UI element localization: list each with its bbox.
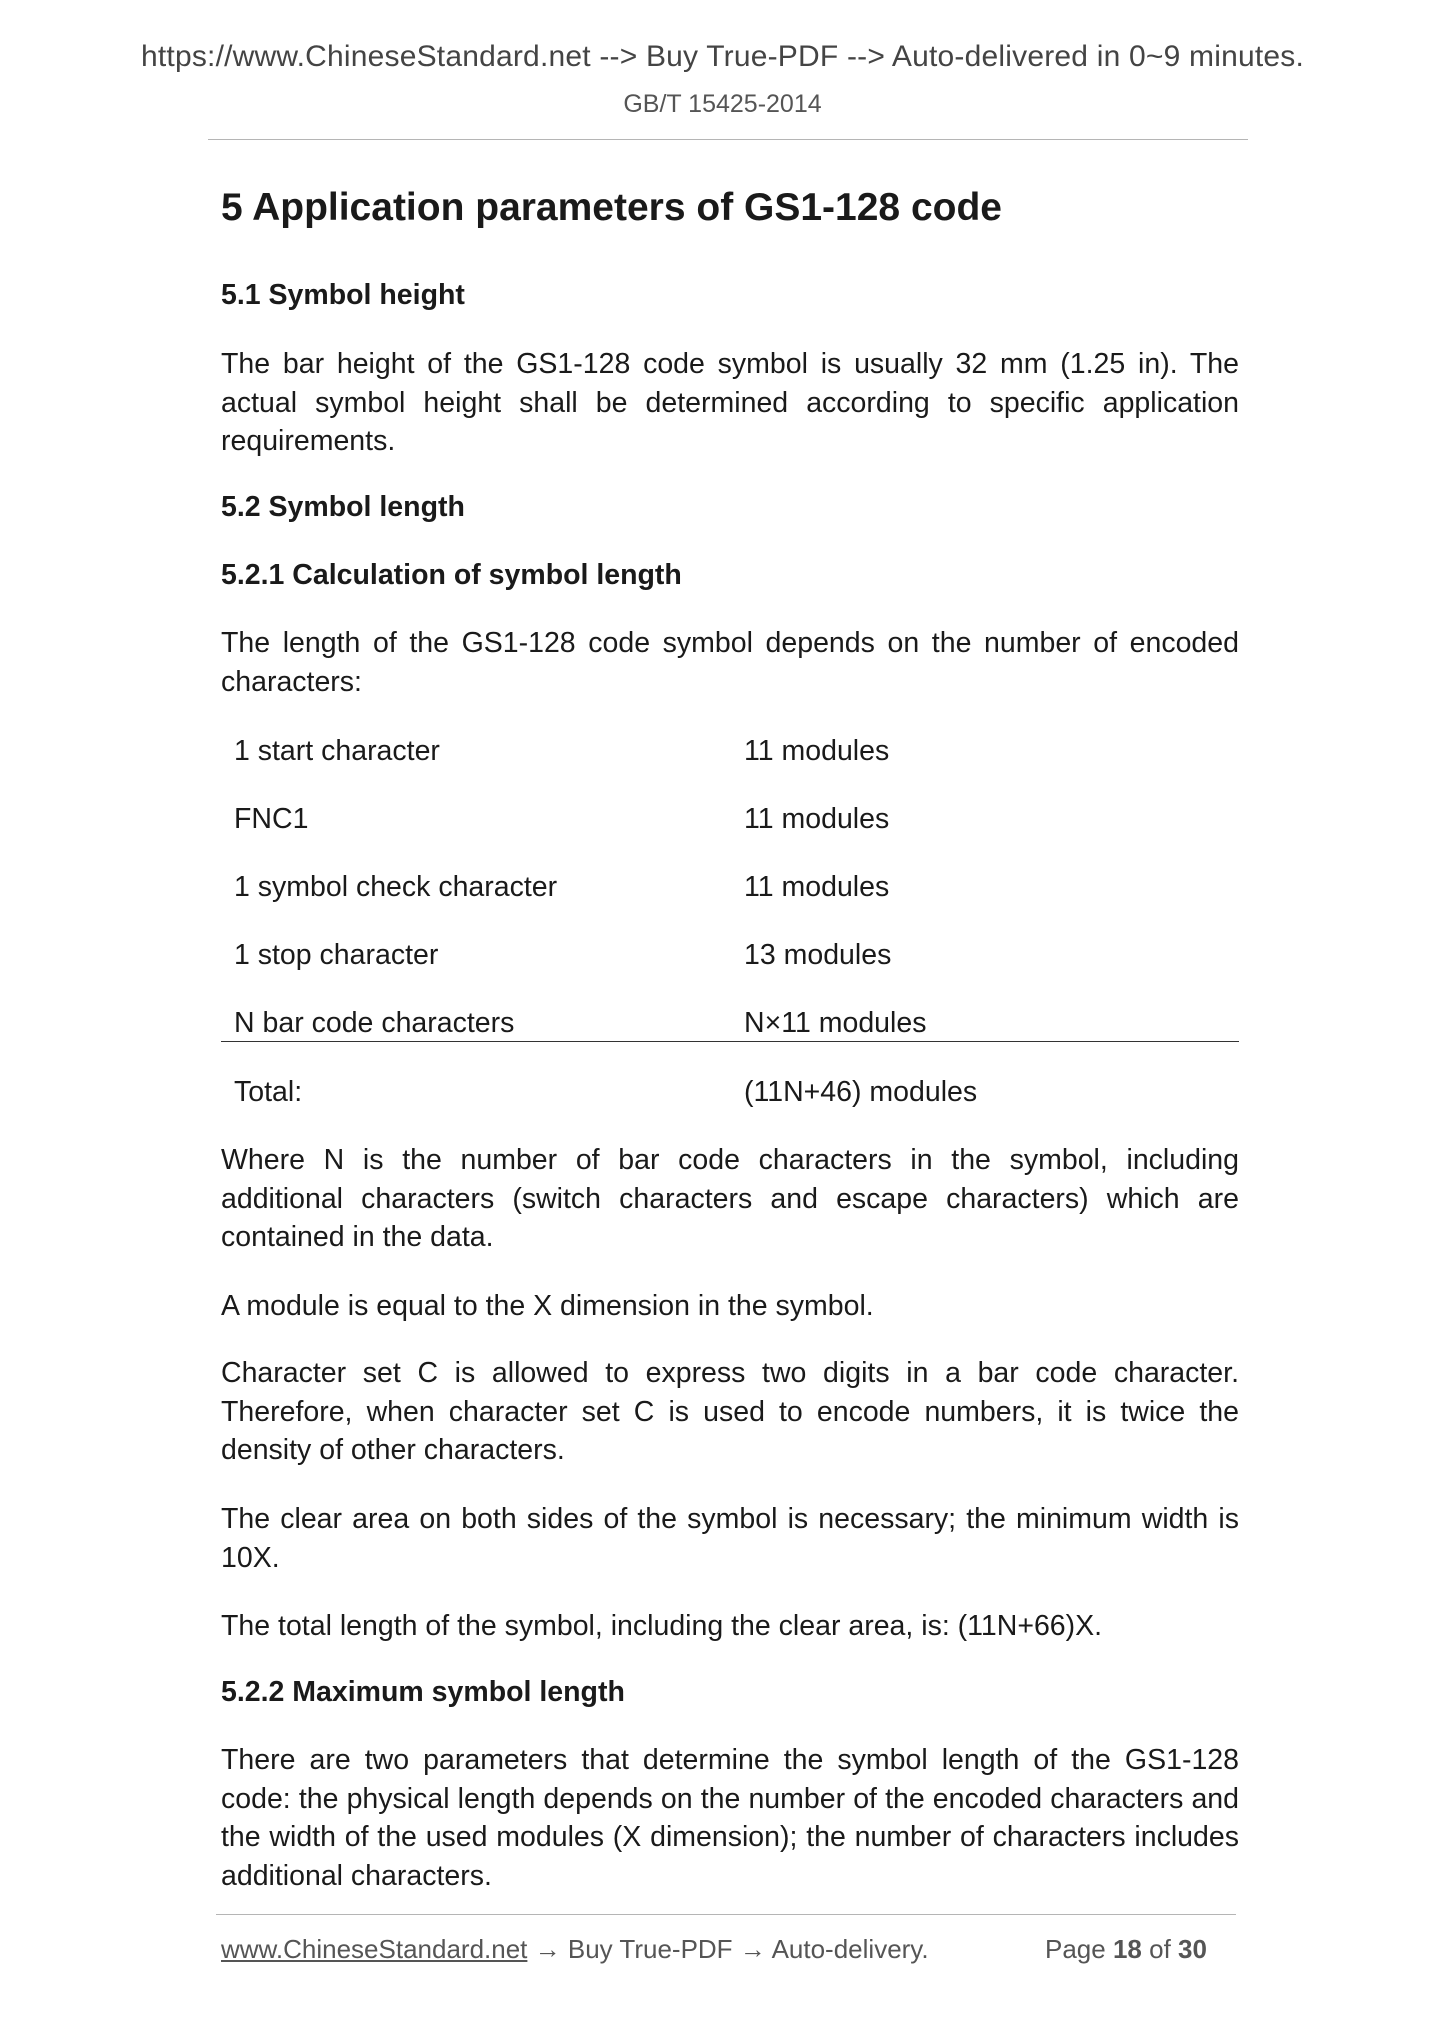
row-label: 1 symbol check character [234, 871, 558, 903]
row-value: 11 modules [744, 735, 890, 767]
paragraph-length-intro: The length of the GS1-128 code symbol depends on the number of encoded characters: [221, 627, 1239, 698]
row-label: 1 start character [234, 735, 440, 767]
heading-5-2-1: 5.2.1 Calculation of symbol length [221, 559, 682, 591]
heading-5-2: 5.2 Symbol length [221, 491, 465, 523]
page-total: 30 [1178, 1934, 1207, 1964]
row-label: 1 stop character [234, 939, 439, 971]
document-id: GB/T 15425-2014 [623, 90, 822, 118]
footer-promo [221, 1934, 929, 1965]
of-word: of [1149, 1934, 1171, 1964]
paragraph-symbol-height: The bar height of the GS1-128 code symbol is usually 32 mm (1.25 in). The actual symbol height shall be determined according to specific application requirements. [221, 348, 1239, 457]
footer-site-link[interactable]: www.ChineseStandard.net [221, 1934, 528, 1964]
paragraph-max-length: There are two parameters that determine the symbol length of the GS1-128 code: the physical length depends on the number of the encoded characters and the width of the used modules (X dimension); the number of characters includes additional characters. [221, 1744, 1239, 1892]
heading-5-1: 5.1 Symbol height [221, 279, 465, 311]
table-sum-rule [221, 1041, 1239, 1042]
page-word: Page [1045, 1934, 1106, 1964]
row-value: 11 modules [744, 803, 890, 835]
header-divider [208, 139, 1248, 140]
row-value: 11 modules [744, 871, 890, 903]
row-label: N bar code characters [234, 1007, 515, 1039]
paragraph-where-n: Where N is the number of bar code characters in the symbol, including additional characters (switch characters and escape characters) which are contained in the data. [221, 1144, 1239, 1253]
row-value: 13 modules [744, 939, 892, 971]
row-label: FNC1 [234, 803, 309, 835]
footer-divider [216, 1914, 1236, 1915]
paragraph-clear-area: The clear area on both sides of the symbol is necessary; the minimum width is 10X. [221, 1503, 1239, 1574]
paragraph-total-length: The total length of the symbol, including the clear area, is: (11N+66)X. [221, 1610, 1103, 1642]
top-banner: https://www.ChineseStandard.net --> Buy True-PDF --> Auto-delivered in 0~9 minutes. [141, 40, 1304, 73]
footer-tagline: → Buy True-PDF → Auto-delivery. [527, 1934, 929, 1964]
total-label: Total: [234, 1076, 303, 1108]
paragraph-charset-c: Character set C is allowed to express two digits in a bar code character. Therefore, when character set C is used to encode numbers, it is twice the density of other characters. [221, 1357, 1239, 1466]
paragraph-module: A module is equal to the X dimension in the symbol. [221, 1290, 874, 1322]
page-number: 18 [1112, 1934, 1142, 1964]
total-value: (11N+46) modules [744, 1076, 978, 1108]
page-indicator [1045, 1934, 1207, 1965]
row-value: N×11 modules [744, 1007, 927, 1039]
heading-5-2-2: 5.2.2 Maximum symbol length [221, 1676, 625, 1708]
section-title: 5 Application parameters of GS1-128 code [221, 186, 1002, 229]
